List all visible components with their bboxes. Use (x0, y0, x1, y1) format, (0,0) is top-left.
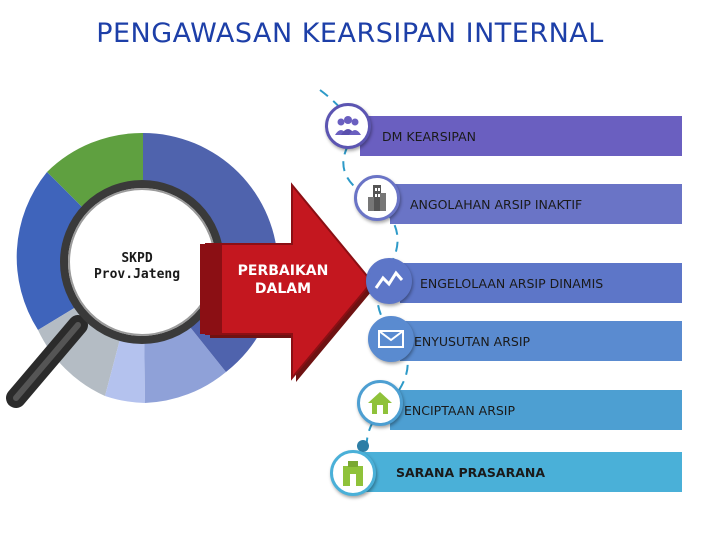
arrow-label (228, 262, 338, 298)
bar-item-5 (390, 390, 682, 430)
building-icon (366, 183, 388, 213)
bar-item-3-label: ENGELOLAAN ARSIP DINAMIS (420, 275, 604, 291)
center-label-line1: SKPD (121, 251, 153, 266)
house-icon-badge (357, 380, 403, 426)
building-block-icon-badge (330, 450, 376, 496)
people-icon-badge (325, 103, 371, 149)
bar-item-4-label: ENYUSUTAN ARSIP (414, 333, 531, 349)
bar-item-1 (360, 116, 682, 156)
envelope-icon (378, 330, 404, 348)
people-icon (334, 115, 362, 137)
bar-item-4 (400, 321, 682, 361)
bar-item-6-label: SARANA PRASARANA (396, 464, 546, 480)
bar-item-3 (400, 263, 682, 303)
center-label (72, 251, 202, 283)
bar-item-1-label: DM KEARSIPAN (382, 128, 476, 144)
building-icon-badge (354, 175, 400, 221)
chart-icon-badge (366, 258, 412, 304)
arrow-label-line1: PERBAIKAN (237, 263, 329, 279)
house-icon (367, 391, 393, 415)
bar-item-2-label: ANGOLAHAN ARSIP INAKTIF (410, 196, 583, 212)
bar-item-2 (390, 184, 682, 224)
envelope-icon-badge (368, 316, 414, 362)
arrow-label-line2: DALAM (254, 281, 312, 297)
bar-item-5-label: ENCIPTAAN ARSIP (404, 402, 516, 418)
center-label-line2: Prov.Jateng (93, 267, 181, 282)
chart-icon (374, 270, 404, 292)
slide-title: PENGAWASAN KEARSIPAN INTERNAL (96, 18, 604, 49)
bar-item-6 (360, 452, 682, 492)
building-block-icon (341, 460, 365, 486)
